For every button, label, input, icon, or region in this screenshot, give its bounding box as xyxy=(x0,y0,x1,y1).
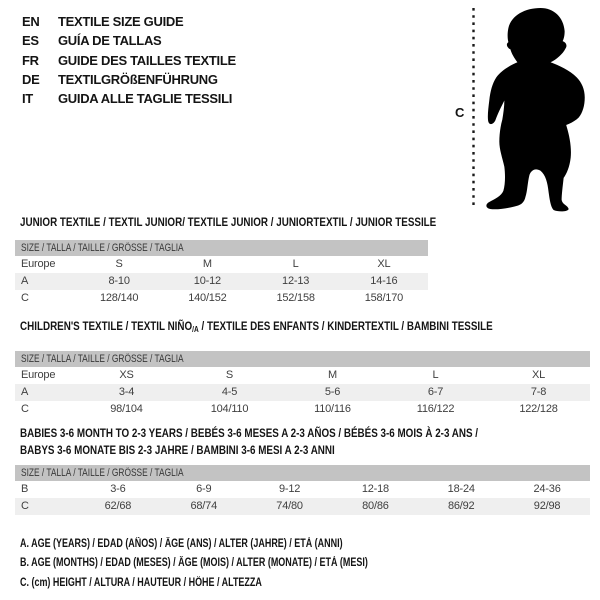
table-row xyxy=(15,290,428,307)
table-row xyxy=(15,367,590,384)
table-cell: 12-18 xyxy=(361,483,389,495)
language-code: FR xyxy=(22,52,39,68)
table-cell: 6-9 xyxy=(196,483,212,495)
table-cell: 86/92 xyxy=(447,500,475,512)
table-cell: 116/122 xyxy=(416,403,455,415)
junior-size-table-section xyxy=(15,214,437,307)
height-measure-dashed-line xyxy=(471,8,476,208)
table-row xyxy=(15,256,428,273)
table-cell: 9-12 xyxy=(278,483,301,495)
language-code: IT xyxy=(22,91,33,107)
size-table xyxy=(15,367,590,418)
size-header-text: SIZE / TALLA / TAILLE / GRÖSSE / TAGLIA xyxy=(21,242,184,254)
table-title-segment: / TEXTILE DES ENFANTS / KINDERTEXTIL / BAMBINI TESSILE xyxy=(198,319,493,333)
row-label: Europe xyxy=(21,369,56,381)
table-cell: 8-10 xyxy=(108,275,130,287)
table-cell: 24-36 xyxy=(533,483,561,495)
row-label: C xyxy=(21,292,29,304)
language-row xyxy=(22,31,236,50)
table-cell: 140/152 xyxy=(188,292,227,304)
table-cell: 10-12 xyxy=(193,275,221,287)
language-row xyxy=(22,12,236,31)
table-row xyxy=(15,401,590,418)
language-code: DE xyxy=(22,71,40,87)
table-row xyxy=(15,481,590,498)
table-cell: 128/140 xyxy=(99,292,139,304)
language-row xyxy=(22,89,236,108)
table-cell: 14-16 xyxy=(370,275,398,287)
table-cell: 62/68 xyxy=(104,500,132,512)
language-label: GUIDE DES TAILLES TEXTILE xyxy=(58,52,236,68)
table-row xyxy=(15,273,428,290)
table-cell: 98/104 xyxy=(110,403,143,415)
table-cell: L xyxy=(292,258,299,270)
size-header-text: SIZE / TALLA / TAILLE / GRÖSSE / TAGLIA xyxy=(21,467,184,479)
row-label: B xyxy=(21,483,29,495)
table-cell: 12-13 xyxy=(282,275,310,287)
size-header-bar xyxy=(15,465,590,481)
language-list xyxy=(22,12,236,108)
table-cell: 18-24 xyxy=(447,483,475,495)
language-row xyxy=(22,51,236,70)
children-size-table-section xyxy=(15,318,590,418)
table-cell: 74/80 xyxy=(276,500,303,512)
table-cell: 3-4 xyxy=(118,386,135,398)
table-cell: 122/128 xyxy=(519,403,558,415)
size-table xyxy=(15,256,428,307)
table-title xyxy=(20,425,487,442)
footnote-line: B. AGE (MONTHS) / EDAD (MESES) / ÂGE (MOIS) / ALTER (MONATE) / ETÀ (MESI) xyxy=(20,557,368,570)
table-cell: M xyxy=(328,369,337,381)
table-cell: 7-8 xyxy=(530,386,547,398)
table-title-segment: BABYS 3-6 MONATE BIS 2-3 JAHRE / BAMBINI 3-6 MESI A 2-3 ANNI xyxy=(20,443,335,457)
babies-size-table-section xyxy=(15,425,590,515)
table-cell: S xyxy=(225,369,234,381)
size-header-bar xyxy=(15,351,590,367)
size-table xyxy=(15,481,590,515)
table-title-segment: CHILDREN'S TEXTILE / TEXTIL NIÑO xyxy=(20,319,193,333)
row-label: A xyxy=(21,275,29,287)
table-cell: S xyxy=(115,258,123,270)
footnotes xyxy=(20,535,466,593)
height-marker-label: C xyxy=(455,105,465,120)
row-label: A xyxy=(21,386,29,398)
table-cell: 3-6 xyxy=(110,483,126,495)
table-title-segment: BABIES 3-6 MONTH TO 2-3 YEARS / BEBÉS 3-6 MESES A 2-3 AÑOS / BÉBÉS 3-6 MOIS À 2-3 ANS / xyxy=(20,426,479,440)
table-cell: 68/74 xyxy=(190,500,217,512)
table-cell: XL xyxy=(531,369,546,381)
row-label: C xyxy=(21,403,29,415)
language-row xyxy=(22,70,236,89)
table-row xyxy=(15,384,590,401)
row-label: C xyxy=(21,500,29,512)
language-label: GUIDA ALLE TAGLIE TESSILI xyxy=(58,91,233,107)
table-row xyxy=(15,498,590,515)
table-cell: 152/158 xyxy=(276,292,315,304)
table-title-segment: JUNIOR TEXTILE / TEXTIL JUNIOR/ TEXTILE JUNIOR / JUNIORTEXTIL / JUNIOR TESSILE xyxy=(20,215,437,229)
table-title xyxy=(20,214,437,230)
language-label: TEXTILE SIZE GUIDE xyxy=(58,14,184,29)
table-title xyxy=(20,442,487,459)
table-cell: M xyxy=(202,258,212,270)
table-cell: 92/98 xyxy=(533,500,561,512)
table-cell: 104/110 xyxy=(210,403,249,415)
size-header-text: SIZE / TALLA / TAILLE / GRÖSSE / TAGLIA xyxy=(21,353,184,365)
table-title-segment: /A xyxy=(192,325,199,334)
row-label: Europe xyxy=(21,258,56,270)
language-code: ES xyxy=(22,33,39,49)
language-label: GUÍA DE TALLAS xyxy=(58,33,162,49)
table-cell: XL xyxy=(377,258,391,270)
table-cell: 6-7 xyxy=(427,386,444,398)
table-cell: 110/116 xyxy=(314,403,351,415)
footnote-line: A. AGE (YEARS) / EDAD (AÑOS) / ÂGE (ANS) / ALTER (JAHRE) / ETÀ (ANNI) xyxy=(20,538,343,550)
table-cell: 4-5 xyxy=(221,386,238,398)
table-title xyxy=(20,318,493,334)
language-label: TEXTILGRÖßENFÜHRUNG xyxy=(58,71,218,87)
table-cell: XS xyxy=(119,369,134,381)
baby-silhouette-icon xyxy=(482,6,588,212)
table-cell: 158/170 xyxy=(364,292,404,304)
table-cell: L xyxy=(432,369,439,381)
table-cell: 80/86 xyxy=(362,500,389,512)
footnote-line: C. (cm) HEIGHT / ALTURA / HAUTEUR / HÖHE / ALTEZZA xyxy=(20,576,262,589)
size-header-bar xyxy=(15,240,428,256)
language-code: EN xyxy=(22,14,40,29)
table-cell: 5-6 xyxy=(324,386,341,398)
